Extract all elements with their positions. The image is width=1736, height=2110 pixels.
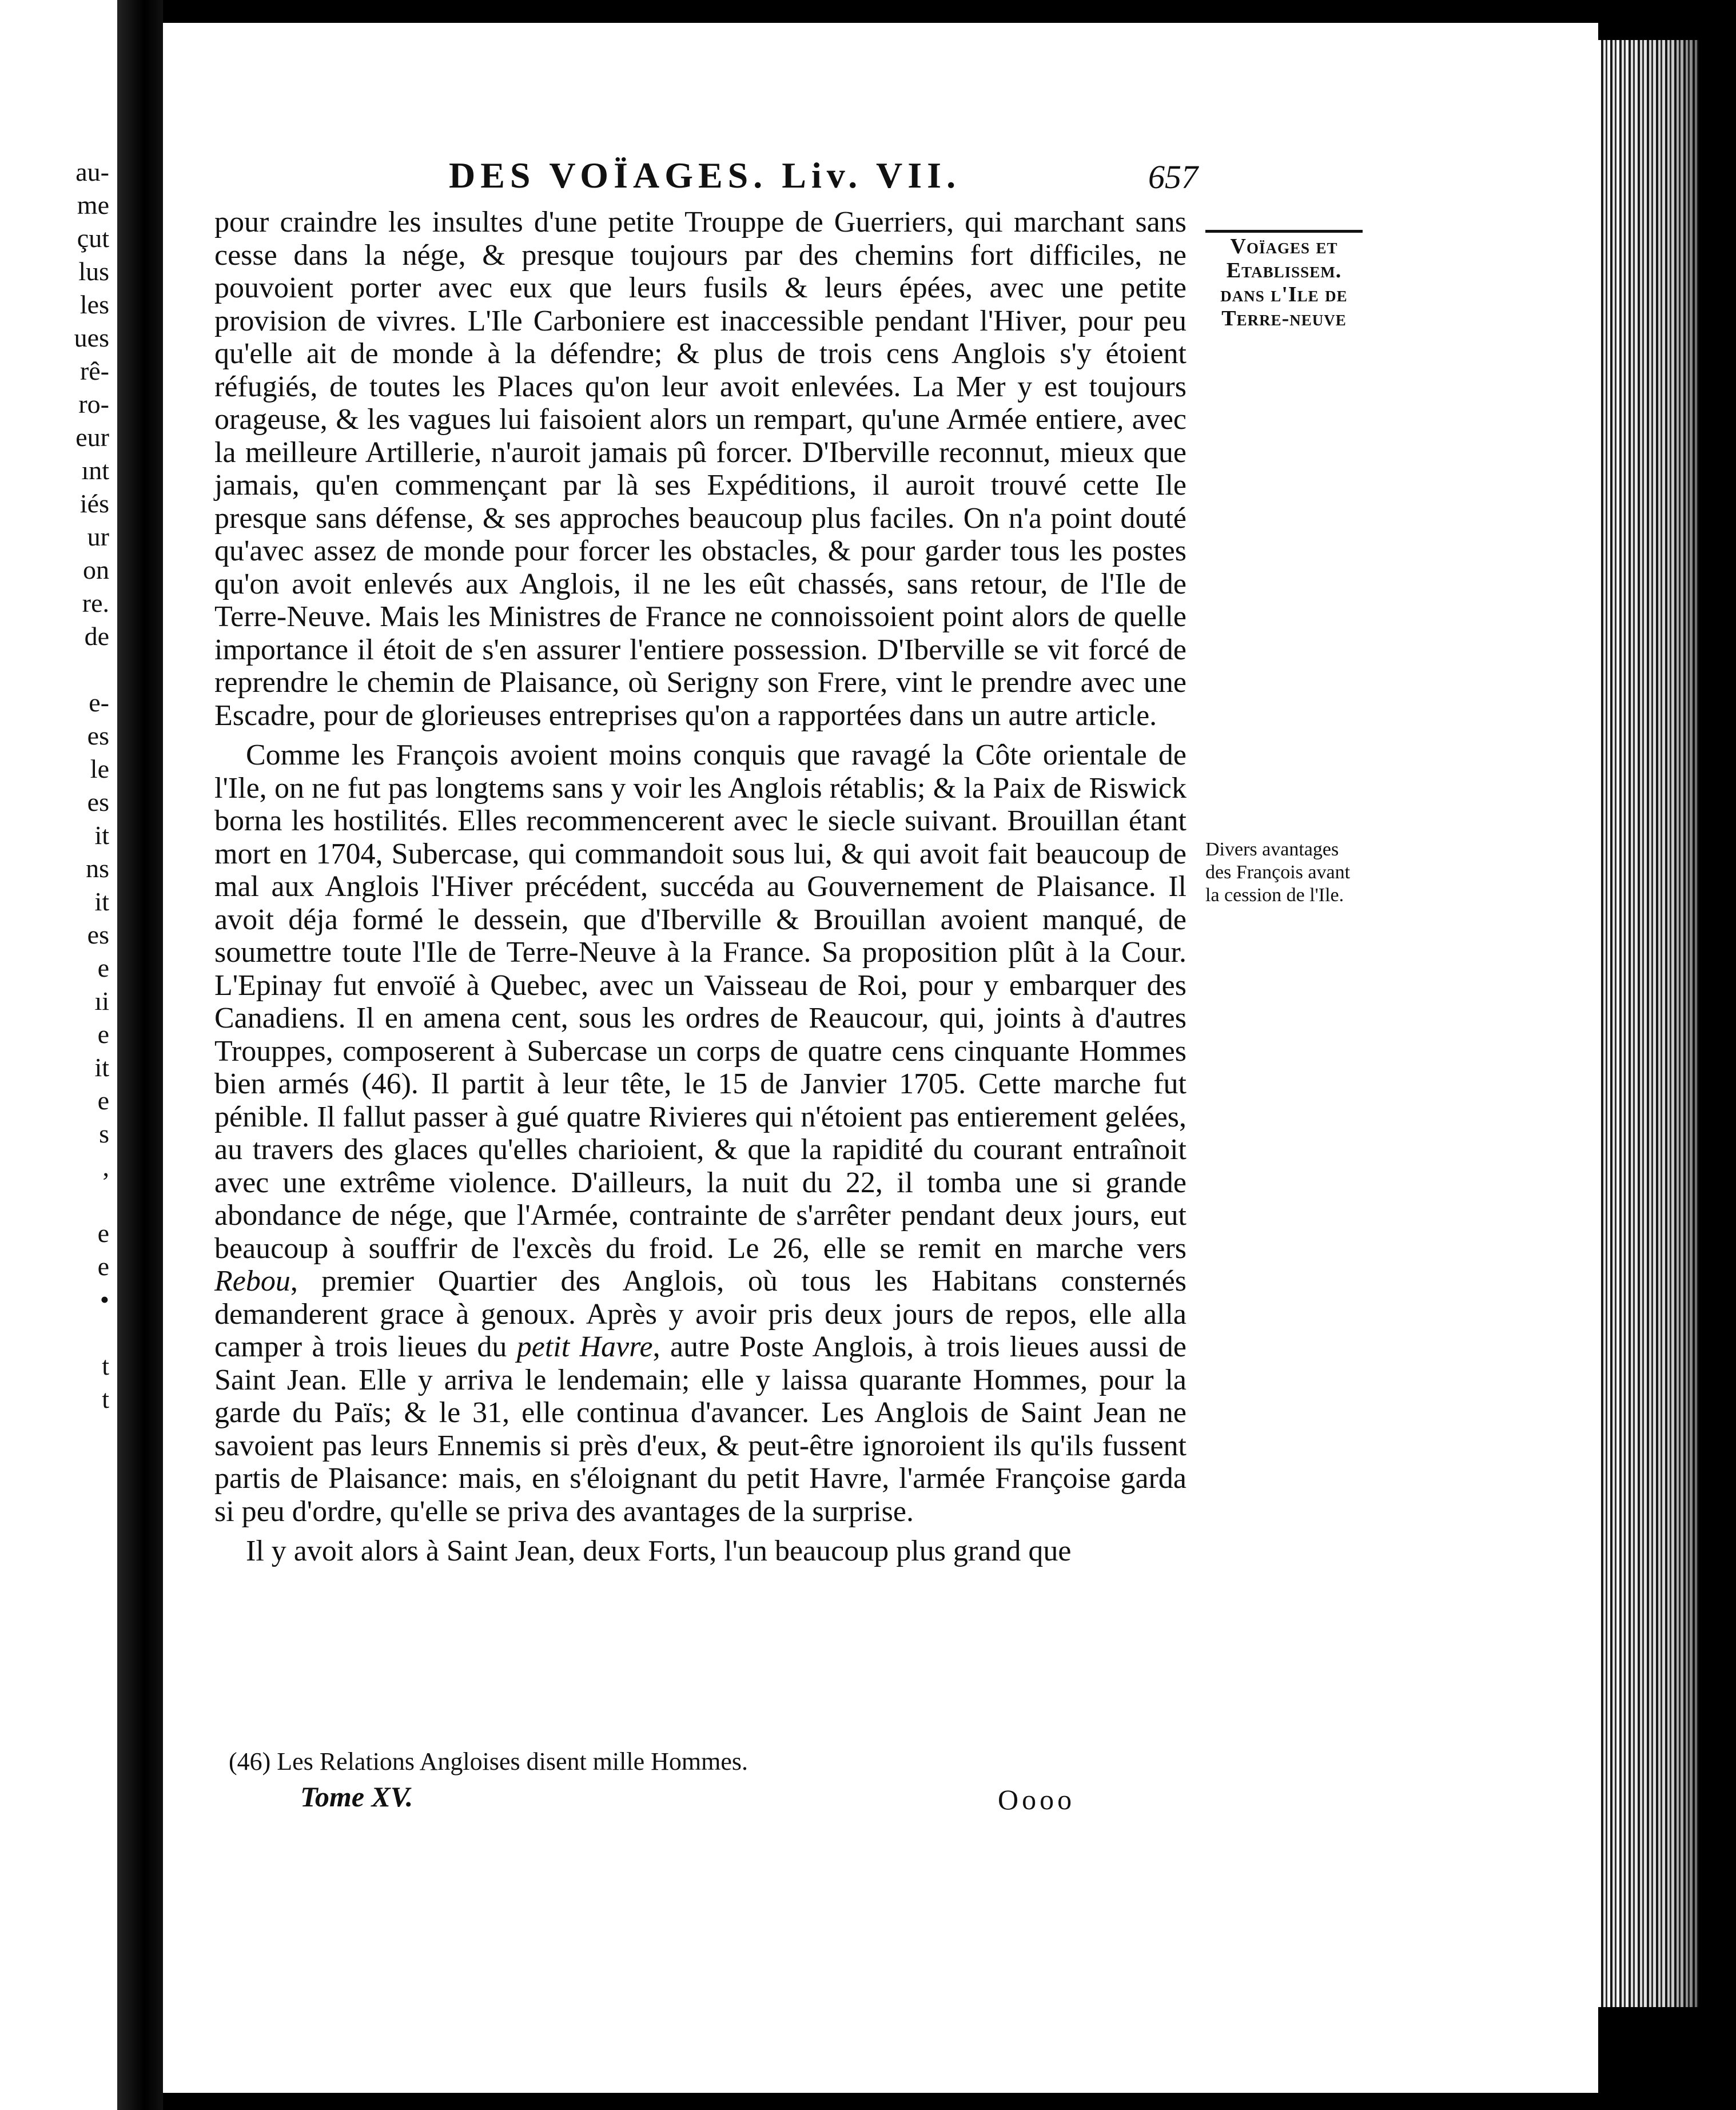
- left-facing-page: [0, 0, 117, 2110]
- left-page-fragment: e: [97, 1219, 109, 1248]
- sidenote-divers-avantages: Divers avantages des François avant la cession de l'Ile.: [1205, 839, 1351, 906]
- left-page-fragment: rê-: [79, 356, 109, 385]
- sidenote-rule: [1205, 230, 1363, 233]
- left-page-fragment: t: [102, 1384, 109, 1414]
- place-name-rebou: Rebou: [214, 1265, 290, 1297]
- book-gutter: [117, 0, 163, 2110]
- paragraph-2-part-c: , autre Poste Anglois, à trois lieues aussi de Saint Jean. Elle y arriva le lendemain; elle y laissa quarante Hommes, pour la garde du Païs; & le 31, elle continua d'avancer. Les Anglois de Saint Jean ne savoient pas leurs Ennemis si près d'eux, & peut-être ignoroient ils qu'ils fussent partis de Plaisance: mais, en s'éloignant du petit Havre, l'armée Françoise garda si peu d'ordre, qu'elle se priva des avantages de la surprise.: [214, 1331, 1186, 1528]
- left-page-fragment: me: [77, 190, 109, 220]
- left-page-fragment: [0, 1316, 117, 1349]
- left-page-fragment: it: [94, 1053, 109, 1082]
- left-page-fragment: re.: [82, 588, 109, 618]
- left-page-fragment: le: [90, 754, 109, 783]
- paragraph-3: Il y avoit alors à Saint Jean, deux Forts, l'un beaucoup plus grand que: [246, 1535, 1072, 1567]
- left-page-fragment: ues: [74, 323, 109, 352]
- left-page-fragment: es: [87, 787, 109, 817]
- left-page-fragment: on: [83, 555, 109, 584]
- left-page-fragment: it: [94, 887, 109, 916]
- page-number: 657: [1148, 158, 1198, 196]
- left-page-fragment: iés: [79, 489, 109, 518]
- volume-signature: Tome XV.: [300, 1781, 413, 1813]
- left-page-fragment: e: [97, 1086, 109, 1115]
- left-page-fragment: eur: [75, 423, 109, 452]
- left-page-text-fragments: [0, 156, 117, 1416]
- left-page-fragment: e: [97, 953, 109, 982]
- left-page-fragment: de: [84, 622, 109, 651]
- left-page-fragment: t: [102, 1351, 109, 1380]
- left-page-fragment: •: [99, 1285, 109, 1314]
- left-page-fragment: ıi: [94, 986, 109, 1016]
- left-page-fragment: s: [99, 1119, 109, 1148]
- running-head: DES VOÏAGES. Liv. VII.: [449, 155, 961, 196]
- gathering-signature: Oooo: [998, 1783, 1076, 1816]
- left-page-fragment: es: [87, 920, 109, 949]
- sidenote-line: dans l'Ile de: [1220, 282, 1348, 306]
- left-page-fragment: lus: [78, 257, 109, 286]
- left-page-fragment: ns: [86, 854, 109, 883]
- body-text: [214, 206, 1186, 1568]
- paragraph-2-part-a: Comme les François avoient moins conquis que ravagé la Côte orientale de l'Ile, on ne fut pas longtems sans y voir les Anglois rétablis; & la Paix de Riswick borna les hostilités. Elles recommencerent avec le siecle suivant. Brouillan étant mort en 1704, Subercase, qui commandoit sous lui, & qui avoit fait beaucoup de mal aux Anglois l'Hiver précédent, succéda au Gouvernement de Plaisance. Il avoit déja formé le dessein, que d'Iberville & Brouillan avoient manqué, de soumettre toute l'Ile de Terre-Neuve à la France. Sa proposition plût à la Cour. L'Epinay fut envoïé à Quebec, avec un Vaisseau de Roi, pour y embarquer des Canadiens. Il en amena cent, sous les ordres de Reaucour, qui, joints à d'autres Trouppes, composerent à Subercase un corps de quatre cens cinquante Hommes bien armés (46). Il partit à leur tête, le 15 de Janvier 1705. Cette marche fut pénible. Il fallut passer à gué quatre Rivieres qui n'étoient pas entierement gelées, au travers des glaces qu'elles charioient, & que la rapidité du courant entraînoit avec une extrême violence. D'ailleurs, la nuit du 22, il tomba une si grande abondance de nége, que l'Armée, contrainte de s'arrêter pendant deux jours, eut beaucoup à souffrir de l'excès du froid. Le 26, elle se remit en marche vers: [214, 739, 1186, 1265]
- paragraph-2: [214, 739, 1186, 1528]
- paragraph-1: pour craindre les insultes d'une petite Trouppe de Guerriers, qui marchant sans cesse dans la nége, & presque toujours par des chemins fort difficiles, ne pouvoient porter avec eux que leurs fusils & leurs épées, avec une petite provision de vivres. L'Ile Carboniere est inaccessible pendant l'Hiver, pour peu qu'elle ait de monde à la défendre; & plus de trois cens Anglois s'y étoient réfugiés, de toutes les Places qu'on leur avoit enlevées. La Mer y est toujours orageuse, & les vagues lui faisoient alors un rempart, qu'une Armée entiere, avec la meilleure Artillerie, n'auroit jamais pû forcer. D'Iberville reconnut, mieux que jamais, qu'en commençant par là ses Expéditions, il auroit trouvé cette Ile presque sans défense, & ses approches beaucoup plus faciles. On n'a point douté qu'avec assez de monde pour forcer les obstacles, & pour garder tous les postes qu'on avoit enlevés aux Anglois, il ne les eût chassés, sans retour, de l'Ile de Terre-Neuve. Mais les Ministres de France ne connoissoient point alors de quelle importance il étoit de s'en assurer l'entiere possession. D'Iberville se vit forcé de reprendre le chemin de Plaisance, où Serigny son Frere, vint le prendre avec une Escadre, pour de glorieuses entreprises qu'on a rapportées dans un autre article.: [214, 206, 1186, 732]
- left-page-fragment: au-: [75, 157, 109, 186]
- page-edges-shadow: [1598, 40, 1698, 2007]
- left-page-fragment: it: [94, 821, 109, 850]
- sidenote-line: Terre-neuve: [1221, 306, 1347, 331]
- left-page-fragment: [0, 653, 117, 686]
- sidenote-line: Etablissem.: [1226, 258, 1342, 282]
- place-name-petit-havre: petit Havre: [516, 1331, 653, 1363]
- left-page-fragment: [0, 1184, 117, 1217]
- left-page-fragment: ,: [102, 1152, 109, 1181]
- page-header: [283, 154, 1198, 206]
- paragraph-2-part-b: , premier Quartier des Anglois, où tous les Habitans consternés demanderent grace à genoux. Après y avoir pris deux jours de repos, elle alla camper à trois lieues du: [214, 1265, 1186, 1363]
- sidenote-line: Voïages et: [1230, 234, 1338, 258]
- sidenote-section-title: [1205, 234, 1363, 331]
- left-page-fragment: ur: [87, 522, 109, 551]
- left-page-fragment: es: [87, 721, 109, 750]
- left-page-fragment: ınt: [81, 456, 109, 485]
- left-page-fragment: ro-: [78, 389, 109, 419]
- left-page-fragment: les: [79, 290, 109, 319]
- left-page-fragment: e-: [89, 688, 109, 717]
- footnote: (46) Les Relations Angloises disent mille Hommes.: [229, 1747, 748, 1775]
- left-page-fragment: e: [97, 1252, 109, 1281]
- left-page-fragment: e: [97, 1020, 109, 1049]
- left-page-fragment: çut: [77, 224, 109, 253]
